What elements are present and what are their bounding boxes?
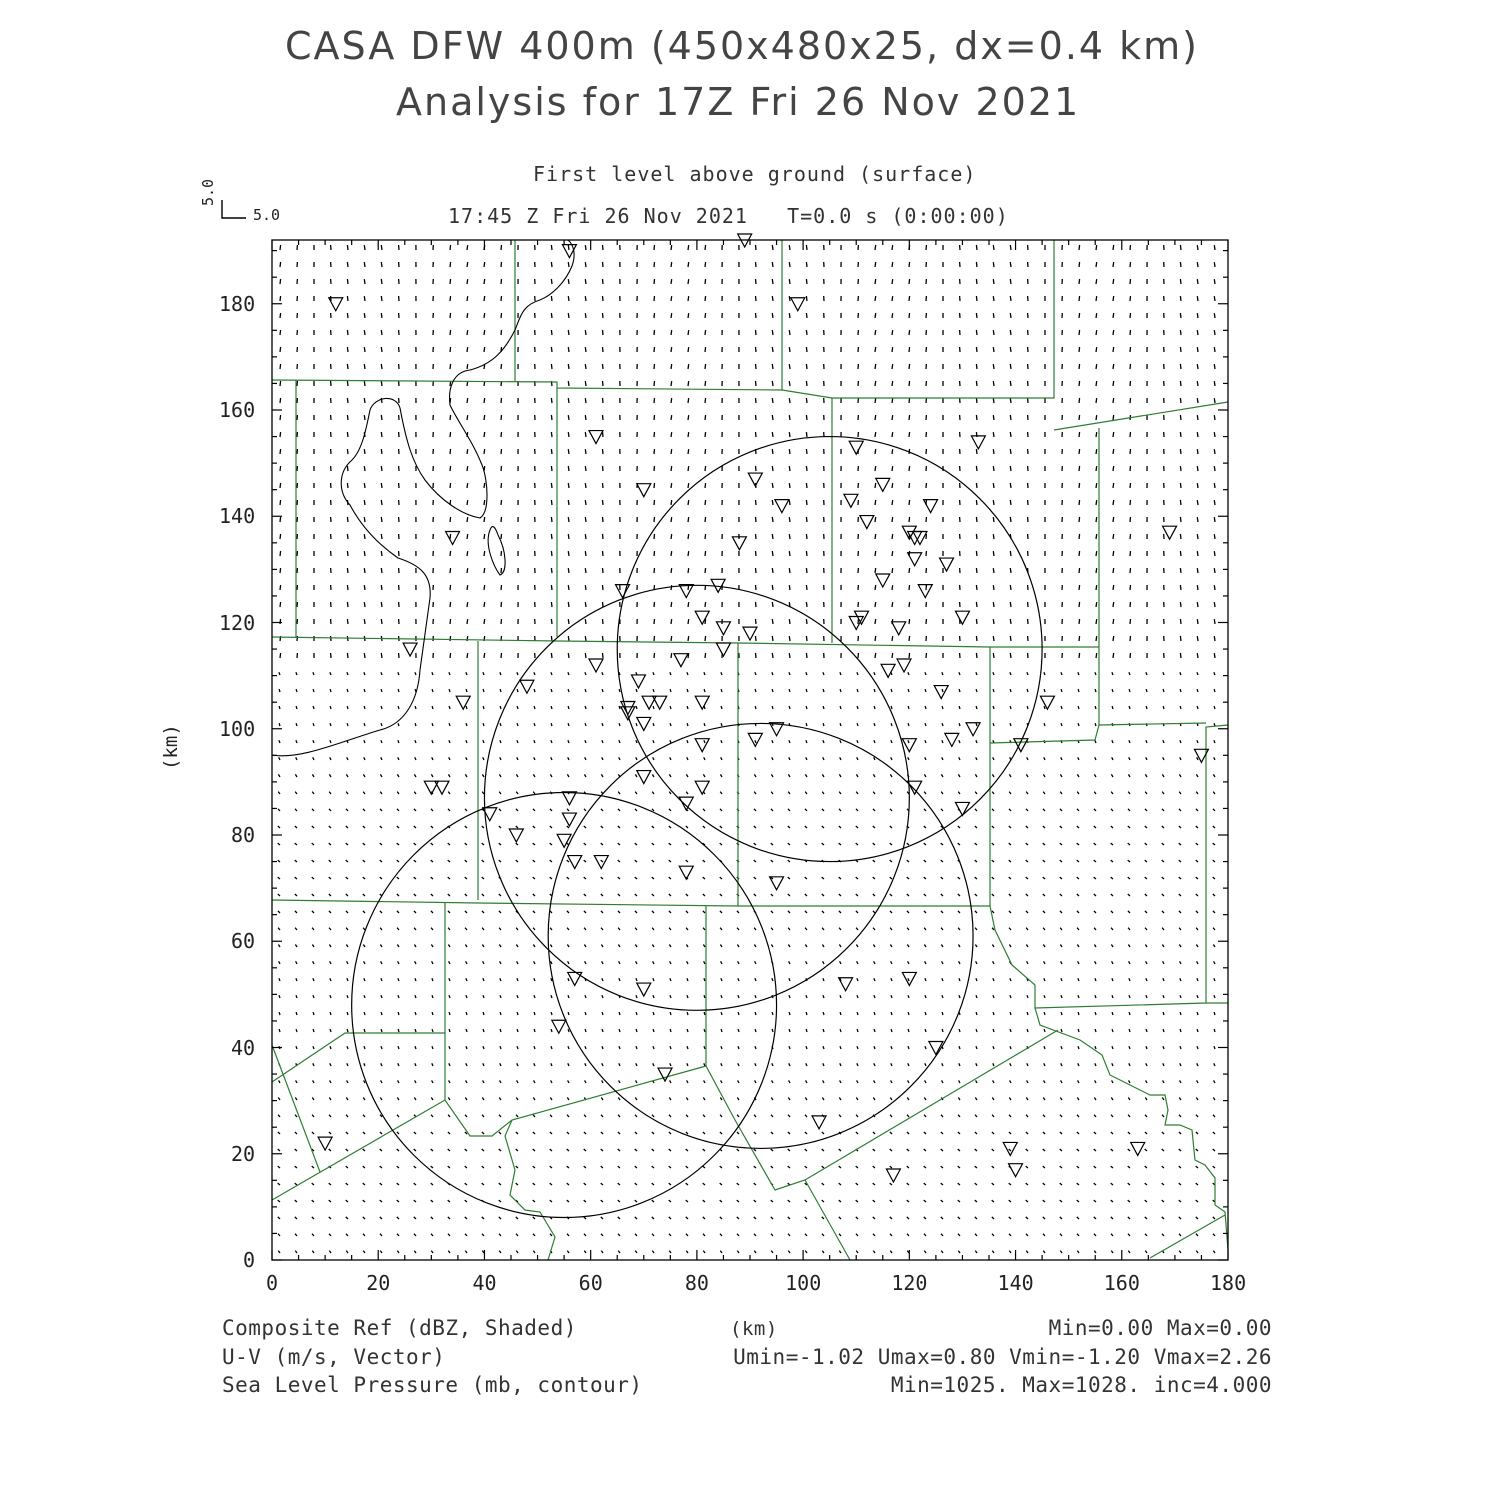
station-marker bbox=[589, 431, 603, 444]
station-marker bbox=[716, 622, 730, 635]
station-marker bbox=[902, 972, 916, 985]
county-line bbox=[990, 723, 1206, 743]
y-tick-label: 40 bbox=[231, 1035, 256, 1060]
station-marker bbox=[892, 622, 906, 635]
wind-vectors bbox=[278, 245, 1215, 1253]
y-tick-label: 80 bbox=[231, 823, 256, 847]
level-label: First level above ground (surface) bbox=[533, 162, 977, 186]
y-tick-label: 60 bbox=[231, 929, 256, 954]
county-line bbox=[272, 1030, 1058, 1200]
x-tick-label: 20 bbox=[366, 1271, 391, 1295]
x-tick-label: 80 bbox=[684, 1271, 709, 1295]
x-tick-label: 120 bbox=[891, 1271, 928, 1295]
county-line bbox=[272, 637, 1099, 647]
x-tick-label: 140 bbox=[997, 1271, 1034, 1295]
title-line-2: Analysis for 17Z Fri 26 Nov 2021 bbox=[396, 80, 1081, 124]
wind-vector-field bbox=[278, 245, 1215, 1253]
y-tick-label: 20 bbox=[231, 1141, 256, 1166]
x-tick-label: 180 bbox=[1210, 1271, 1247, 1295]
station-marker bbox=[971, 436, 985, 449]
time-label: 17:45 Z Fri 26 Nov 2021 T=0.0 s (0:00:00) bbox=[448, 204, 1009, 228]
station-marker bbox=[637, 983, 651, 996]
vector-key-label-x: 5.0 bbox=[253, 206, 281, 224]
radar-ring bbox=[617, 437, 1042, 862]
station-marker bbox=[955, 611, 969, 624]
station-marker bbox=[876, 478, 890, 491]
station-marker bbox=[860, 516, 874, 529]
station-marker bbox=[695, 739, 709, 752]
station-marker bbox=[679, 585, 693, 598]
county-line bbox=[505, 1120, 555, 1260]
county-line bbox=[990, 647, 1228, 1008]
station-marker bbox=[520, 680, 534, 693]
station-marker bbox=[1163, 526, 1177, 539]
x-tick-label: 0 bbox=[266, 1271, 279, 1295]
footer-field2: U-V (m/s, Vector) bbox=[222, 1345, 446, 1369]
station-marker bbox=[456, 696, 470, 709]
county-line bbox=[1035, 1008, 1228, 1250]
footer-field3: Sea Level Pressure (mb, contour) bbox=[222, 1373, 643, 1397]
station-marker bbox=[945, 733, 959, 746]
station-marker bbox=[897, 659, 911, 672]
station-marker bbox=[918, 585, 932, 598]
station-marker bbox=[1040, 696, 1054, 709]
vector-key bbox=[222, 200, 246, 218]
station-marker bbox=[562, 792, 576, 805]
station-marker bbox=[446, 532, 460, 545]
station-marker bbox=[679, 797, 693, 810]
station-marker bbox=[1009, 1164, 1023, 1177]
y-tick-label: 180 bbox=[219, 291, 256, 316]
station-marker bbox=[318, 1137, 332, 1150]
station-marker bbox=[509, 829, 523, 842]
title-line-1: CASA DFW 400m (450x480x25, dx=0.4 km) bbox=[285, 24, 1200, 68]
station-marker bbox=[631, 675, 645, 688]
station-marker bbox=[568, 856, 582, 869]
station-marker bbox=[775, 500, 789, 513]
station-markers bbox=[318, 234, 1208, 1182]
x-tick-label: 100 bbox=[785, 1271, 822, 1295]
station-marker bbox=[716, 643, 730, 656]
vector-key-label-y: 5.0 bbox=[199, 178, 217, 206]
y-axis-label: (km) bbox=[160, 724, 182, 770]
county-line bbox=[805, 1180, 850, 1260]
station-marker bbox=[812, 1116, 826, 1129]
y-tick-label: 100 bbox=[219, 716, 256, 741]
station-marker bbox=[934, 686, 948, 699]
station-marker bbox=[562, 813, 576, 826]
pressure-contour bbox=[272, 240, 574, 756]
footer-field2-stats: Umin=-1.02 Umax=0.80 Vmin=-1.20 Vmax=2.26 bbox=[733, 1345, 1272, 1369]
x-tick-label: 40 bbox=[472, 1271, 497, 1295]
station-marker bbox=[637, 771, 651, 784]
station-marker bbox=[844, 494, 858, 507]
station-marker bbox=[770, 877, 784, 890]
station-marker bbox=[940, 558, 954, 571]
station-marker bbox=[637, 484, 651, 497]
y-tick-label: 120 bbox=[219, 610, 256, 635]
y-tick-label: 0 bbox=[243, 1248, 256, 1272]
station-marker bbox=[876, 574, 890, 587]
station-marker bbox=[695, 696, 709, 709]
station-marker bbox=[886, 1169, 900, 1182]
pressure-contour bbox=[488, 527, 505, 575]
station-marker bbox=[589, 659, 603, 672]
pressure-contours bbox=[272, 240, 574, 756]
station-marker bbox=[743, 627, 757, 640]
station-marker bbox=[849, 441, 863, 454]
x-tick-label: 60 bbox=[578, 1271, 603, 1295]
station-marker bbox=[855, 611, 869, 624]
station-marker bbox=[552, 1020, 566, 1033]
footer-field3-stats: Min=1025. Max=1028. inc=4.000 bbox=[890, 1373, 1272, 1397]
station-marker bbox=[955, 802, 969, 815]
station-marker bbox=[695, 781, 709, 794]
county-line bbox=[272, 240, 1054, 398]
footer-x-label: (km) bbox=[730, 1318, 778, 1340]
station-marker bbox=[748, 733, 762, 746]
station-marker bbox=[674, 654, 688, 667]
station-marker bbox=[616, 585, 630, 598]
station-marker bbox=[1131, 1142, 1145, 1155]
station-marker bbox=[791, 298, 805, 311]
station-marker bbox=[621, 702, 635, 715]
y-tick-label: 160 bbox=[219, 398, 256, 422]
station-marker bbox=[594, 856, 608, 869]
station-marker bbox=[1003, 1142, 1017, 1155]
x-tick-label: 160 bbox=[1103, 1271, 1140, 1295]
y-tick-label: 140 bbox=[219, 504, 256, 529]
footer-field1-stats: Min=0.00 Max=0.00 bbox=[1048, 1316, 1272, 1340]
station-marker bbox=[403, 643, 417, 656]
footer-field1: Composite Ref (dBZ, Shaded) bbox=[222, 1316, 577, 1340]
station-marker bbox=[881, 664, 895, 677]
station-marker bbox=[637, 717, 651, 730]
station-marker bbox=[695, 611, 709, 624]
station-marker bbox=[966, 723, 980, 736]
